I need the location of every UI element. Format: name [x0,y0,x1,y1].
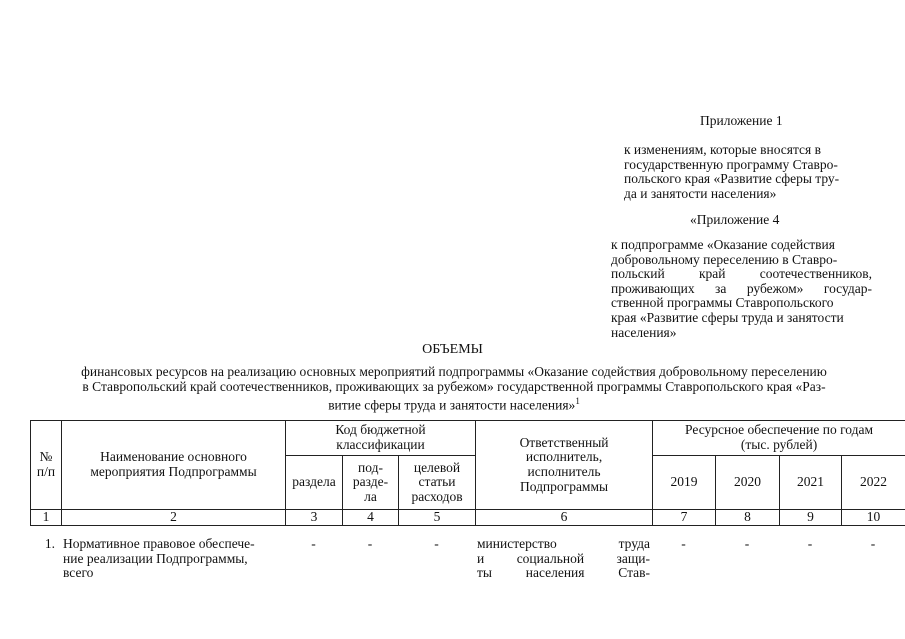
header-activity-name: Наименование основного мероприятия Подпрограммы [62,421,286,510]
header-target-article: целевой статьи расходов [399,456,476,510]
column-number: 1 [31,510,62,526]
annex4-text: к подпрограмме «Оказание содействия добровольному переселению в Ставро- польский край соотечественников, проживающих за рубежом» государ- ственной программы Ставропольского края «Развитие сферы труда и занятости населения» [611,237,872,340]
header-year-2022: 2022 [842,456,905,510]
header-number: № п/п [31,421,62,510]
document-subtitle: финансовых ресурсов на реализацию основных мероприятий подпрограммы «Оказание содействия добровольному переселению в Ставропольский край соотечественников, проживающих за рубежом» государственной программы Ставропольского края «Раз- витие сферы труда и занятости населения»$^1$ [81,364,827,413]
header-resources: Ресурсное обеспечение по годам (тыс. рублей) [653,421,905,456]
column-number: 9 [780,510,842,526]
header-section: раздела [286,456,343,510]
row-target-article: - [434,536,439,551]
row-value-2020: - [744,536,750,551]
document-title: ОБЪЕМЫ [422,342,483,357]
header-executor: Ответственный исполнитель, исполнитель Подпрограммы [476,421,653,510]
column-number: 7 [653,510,716,526]
annex1-title: Приложение 1 [700,113,783,128]
footnote-mark: 1 [575,396,580,407]
column-number: 5 [399,510,476,526]
row-subsection: - [367,536,373,551]
column-number: 8 [716,510,780,526]
row-activity-name: Нормативное правовое обеспече- ние реализации Подпрограммы, всего [63,536,255,581]
row-number: 1. [44,536,55,551]
header-subsection: под- разде- ла [343,456,399,510]
row-value-2019: - [681,536,686,551]
row-value-2022: - [870,536,876,551]
annex1-text: к изменениям, которые вносятся в государственную программу Ставро- польского края «Развитие сферы тру- да и занятости населения» [624,142,840,201]
column-number: 6 [476,510,653,526]
header-year-2021: 2021 [780,456,842,510]
header-budget-code: Код бюджетной классификации [286,421,476,456]
budget-table [30,420,905,526]
header-year-2020: 2020 [716,456,780,510]
row-section: - [311,536,316,551]
annex4-title: «Приложение 4 [690,212,780,227]
column-number: 4 [343,510,399,526]
row-value-2021: - [807,536,813,551]
row-executor: министерство труда и социальной защи- ты населения Став- [477,536,650,581]
column-number: 10 [842,510,905,526]
column-number: 2 [62,510,286,526]
table-row [30,537,905,581]
column-number: 3 [286,510,343,526]
header-year-2019: 2019 [653,456,716,510]
